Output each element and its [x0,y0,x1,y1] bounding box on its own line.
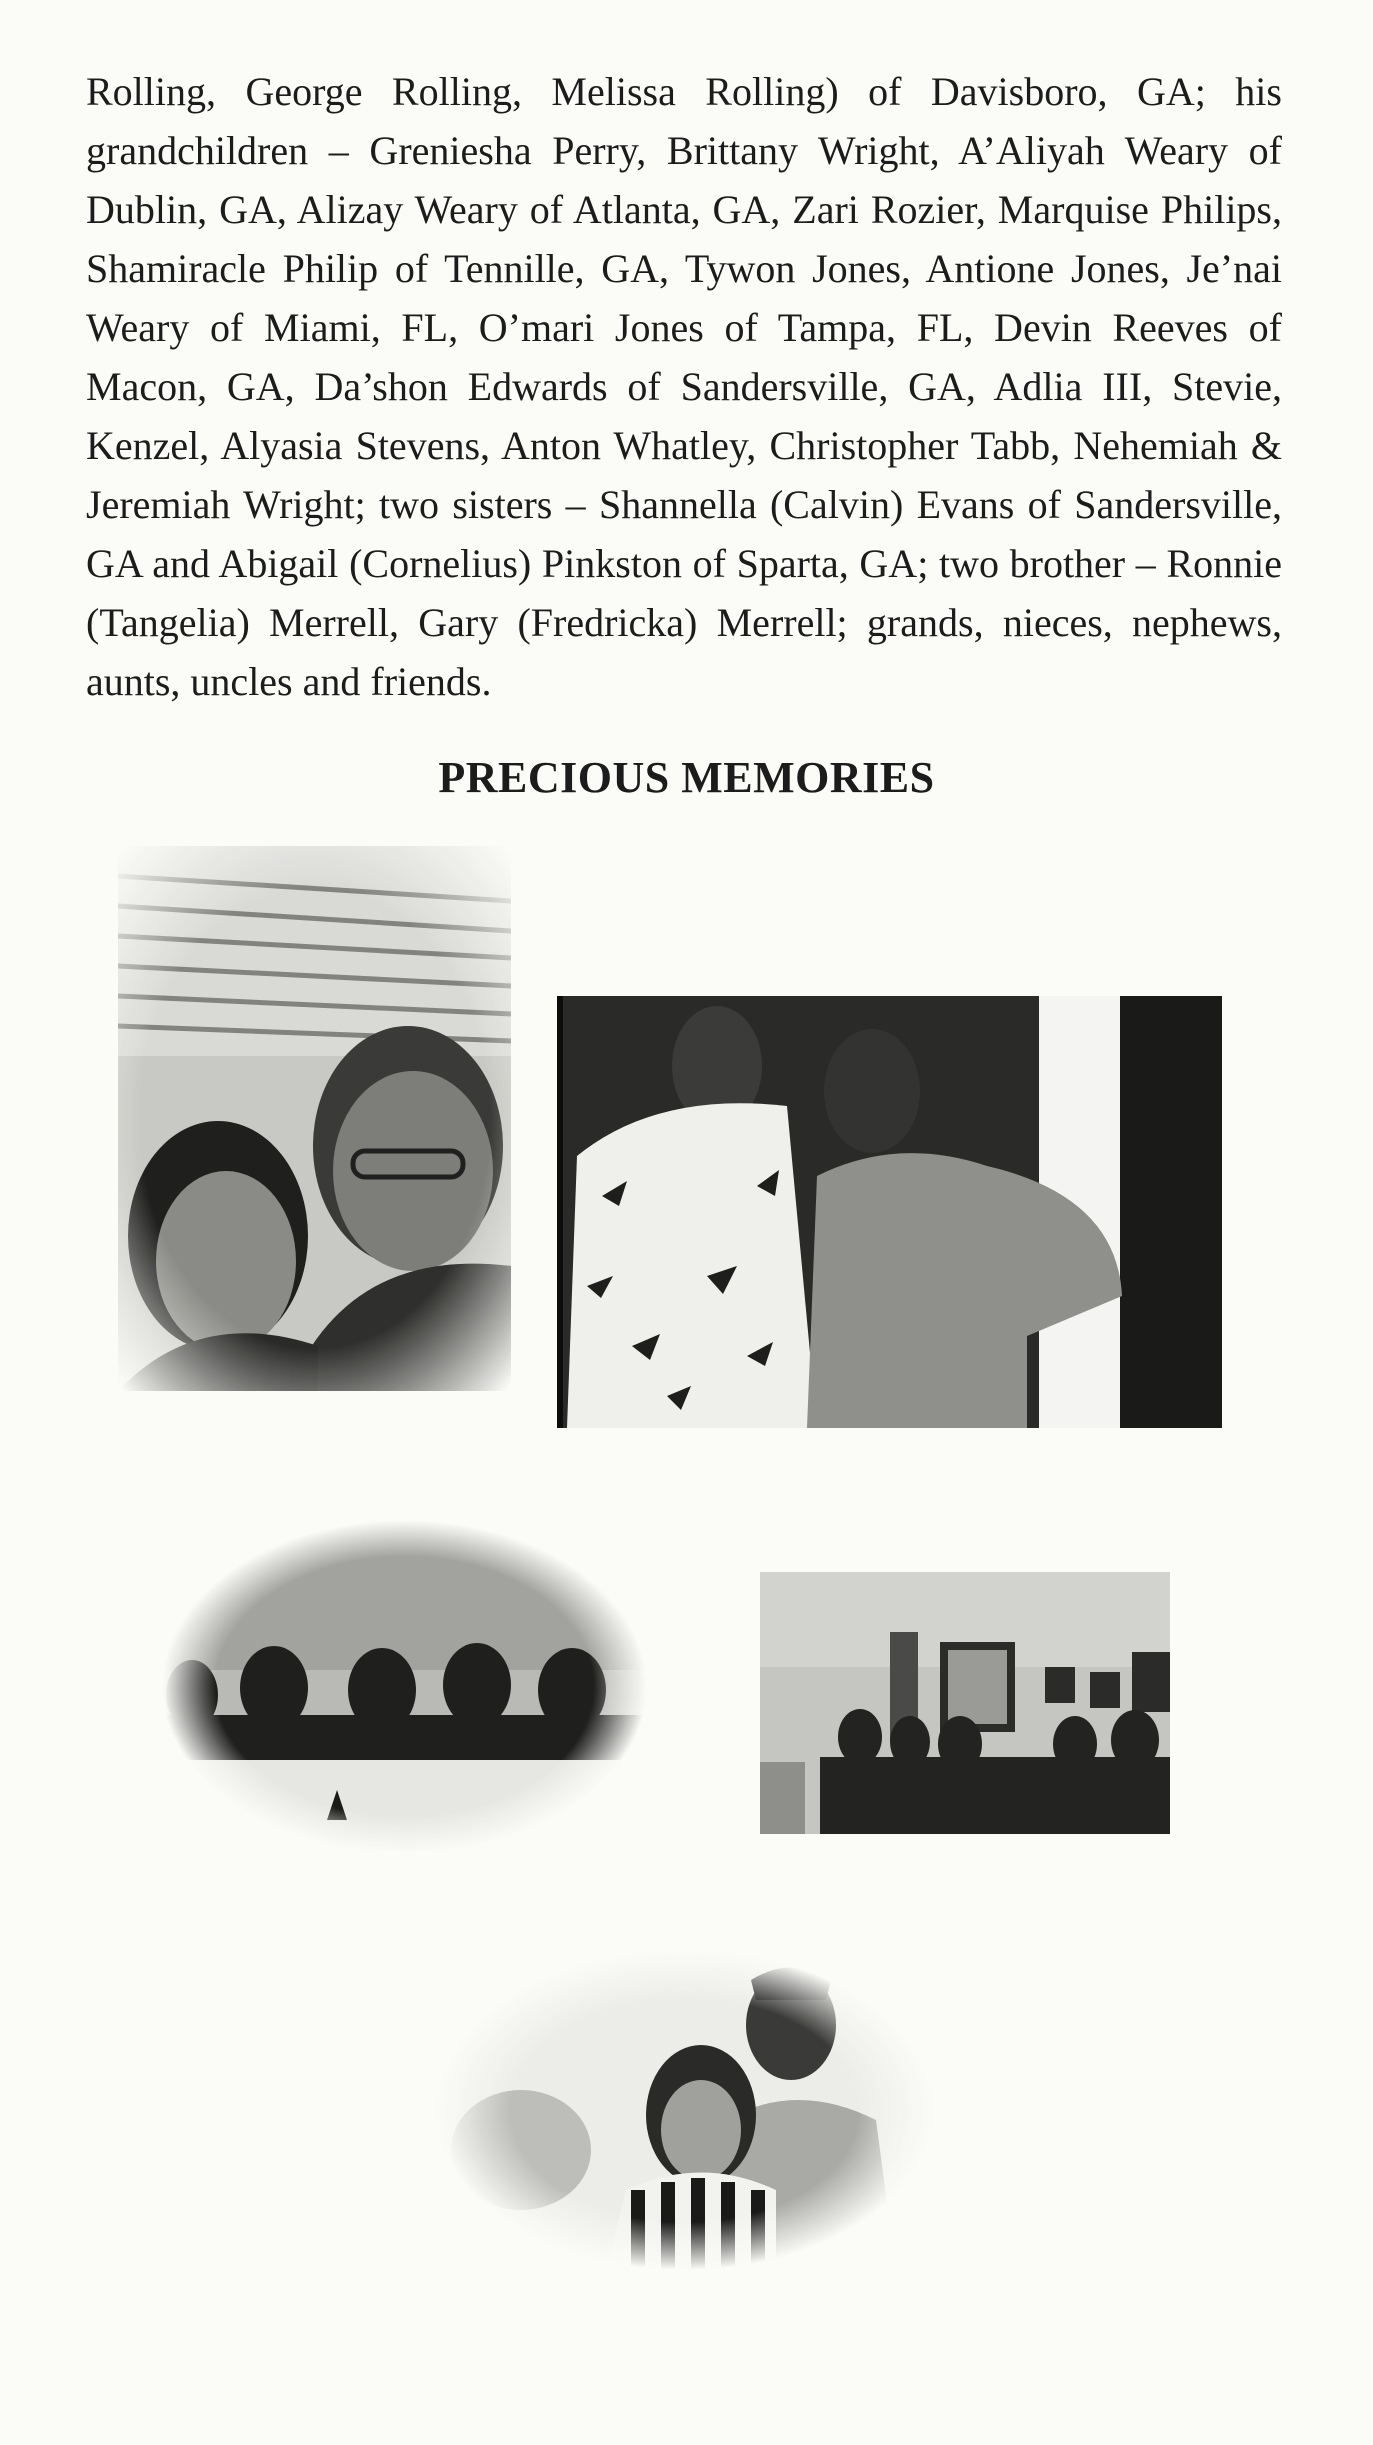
couple-portrait-photo [436,1950,933,2270]
family-living-room-photo [760,1572,1170,1834]
survivors-paragraph: Rolling, George Rolling, Melissa Rolling) of Davisboro, GA; his grandchildren – Greniesha Perry, Brittany Wright, A’Aliyah Weary of Dublin, GA, Alizay Weary of Atlanta, GA, Zari Rozier, Marquise Philips, Shamiracle Philip of Tennille, GA, Tywon Jones, Antione Jones, Je’nai Weary of Miami, FL, O’mari Jones of Tampa, FL, Devin Reeves of Macon, GA, Da’shon Edwards of Sandersville, GA, Adlia III, Stevie, Kenzel, Alyasia Stevens, Anton Whatley, Christopher Tabb, Nehemiah & Jeremiah Wright; two sisters – Shannella (Calvin) Evans of Sandersville, GA and Abigail (Cornelius) Pinkston of Sparta, GA; two brother – Ronnie (Tangelia) Merrell, Gary (Fredricka) Merrell; grands, nieces, nephews, aunts, uncles and friends. [86,69,1282,704]
precious-memories-heading: PRECIOUS MEMORIES [438,753,935,802]
two-men-photo [557,996,1222,1428]
couple-selfie-photo [118,846,511,1391]
group-at-table-photo [162,1520,647,1853]
